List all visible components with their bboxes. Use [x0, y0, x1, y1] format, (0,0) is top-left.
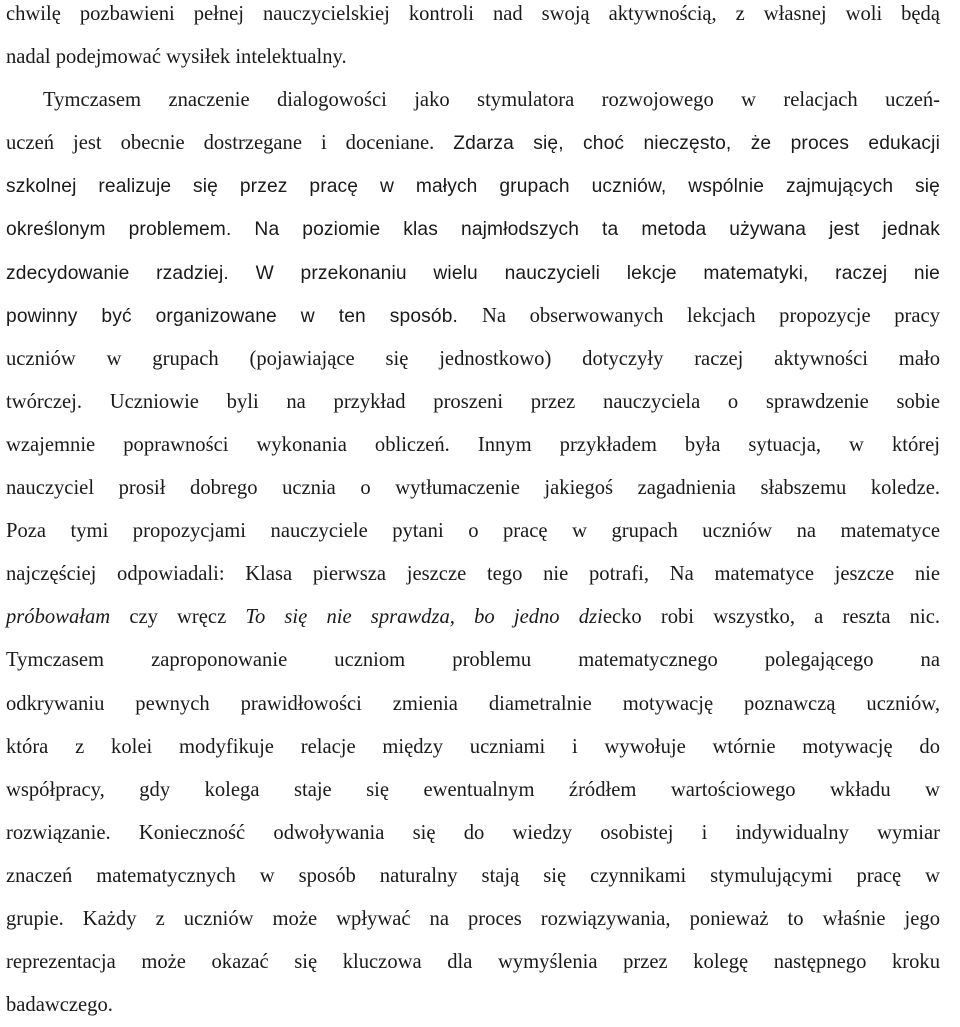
- text-segment: badawczego.: [6, 994, 113, 1017]
- text-line: [6, 510, 940, 553]
- text-segment: szkolnej realizuje się przez pracę w małych grupach uczniów, wspólnie zajmujących się: [6, 176, 940, 198]
- text-segment: nadal podejmować wysiłek intelektualny.: [6, 46, 347, 69]
- text-segment: uczniów w grupach (pojawiające się jednostkowo) dotyczyły raczej aktywności mało: [6, 347, 940, 370]
- text-line: [6, 381, 940, 424]
- text-line: [6, 553, 940, 596]
- text-line: [6, 338, 940, 381]
- text-segment: współpracy, gdy kolega staje się ewentualnym źródłem wartościowego wkładu w: [6, 778, 940, 801]
- text-segment: uczeń jest obecnie dostrzegane i doceniane.: [6, 132, 454, 155]
- text-line: [6, 984, 940, 1027]
- text-segment: najczęściej odpowiadali: Klasa pierwsza jeszcze tego nie potrafi, Na matematyce jeszcze nie: [6, 563, 940, 586]
- text-segment: grupie. Każdy z uczniów może wpływać na proces rozwiązywania, ponieważ to właśnie jego: [6, 907, 940, 930]
- text-line: [6, 855, 940, 898]
- text-line: [6, 639, 940, 682]
- text-segment: Poza tymi propozycjami nauczyciele pytani o pracę w grupach uczniów na matematyce: [6, 520, 940, 543]
- text-segment: odkrywaniu pewnych prawidłowości zmienia diametralnie motywację poznawczą uczniów,: [6, 692, 940, 715]
- text-line: [6, 941, 940, 984]
- text-segment: chwilę pozbawieni pełnej nauczycielskiej kontroli nad swoją aktywnością, z własnej woli będą: [6, 3, 940, 25]
- text-line: [6, 0, 940, 36]
- text-segment: reprezentacja może okazać się kluczowa dla wymyślenia przez kolegę następnego kroku: [6, 951, 940, 974]
- text-line: [6, 726, 940, 769]
- text-segment: określonym problemem. Na poziomie klas najmłodszych ta metoda używana jest jednak: [6, 219, 940, 241]
- text-segment: znaczeń matematycznych w sposób naturalny stają się czynnikami stymulującymi pracę w: [6, 864, 940, 887]
- text-segment: która z kolei modyfikuje relacje między uczniami i wywołuje wtórnie motywację do: [6, 735, 940, 758]
- text-segment: Zdarza się, choć nieczęsto, że proces edukacji: [453, 133, 940, 155]
- text-line: [6, 79, 940, 122]
- text-segment: czy wręcz: [110, 606, 246, 629]
- text-line: [6, 812, 940, 855]
- text-segment: ecko robi wszystko, a reszta nic.: [602, 606, 940, 629]
- text-segment: zdecydowanie rzadziej. W przekonaniu wielu nauczycieli lekcje matematyki, raczej nie: [6, 262, 940, 284]
- document-page: [6, 0, 940, 1027]
- text-line: [6, 769, 940, 812]
- italic-text-segment: To się nie sprawdza, bo jedno dzi: [245, 606, 603, 629]
- text-line: [6, 165, 940, 208]
- body-text: [6, 0, 940, 1027]
- text-line: [6, 122, 940, 165]
- italic-text-segment: próbowałam: [6, 606, 111, 629]
- text-line: [6, 898, 940, 941]
- text-line: [6, 208, 940, 251]
- text-segment: nauczyciel prosił dobrego ucznia o wytłumaczenie jakiegoś zagadnienia słabszemu koledze.: [6, 477, 940, 500]
- text-segment: wzajemnie poprawności wykonania obliczeń. Innym przykładem była sytuacja, w której: [6, 433, 940, 456]
- text-line: [6, 295, 940, 338]
- text-segment: Na obserwowanych lekcjach propozycje pracy: [481, 304, 940, 327]
- text-segment: Tymczasem zaproponowanie uczniom problemu matematycznego polegającego na: [6, 649, 940, 672]
- text-segment: twórczej. Uczniowie byli na przykład proszeni przez nauczyciela o sprawdzenie sobie: [6, 390, 940, 413]
- text-segment: Tymczasem znaczenie dialogowości jako stymulatora rozwojowego w relacjach uczeń-: [43, 89, 940, 112]
- text-line: [6, 424, 940, 467]
- text-line: [6, 36, 940, 79]
- text-segment: rozwiązanie. Konieczność odwoływania się do wiedzy osobistej i indywidualny wymiar: [6, 821, 940, 844]
- text-line: [6, 252, 940, 295]
- text-line: [6, 683, 940, 726]
- text-line: [6, 596, 940, 639]
- text-line: [6, 467, 940, 510]
- text-segment: powinny być organizowane w ten sposób.: [6, 305, 482, 327]
